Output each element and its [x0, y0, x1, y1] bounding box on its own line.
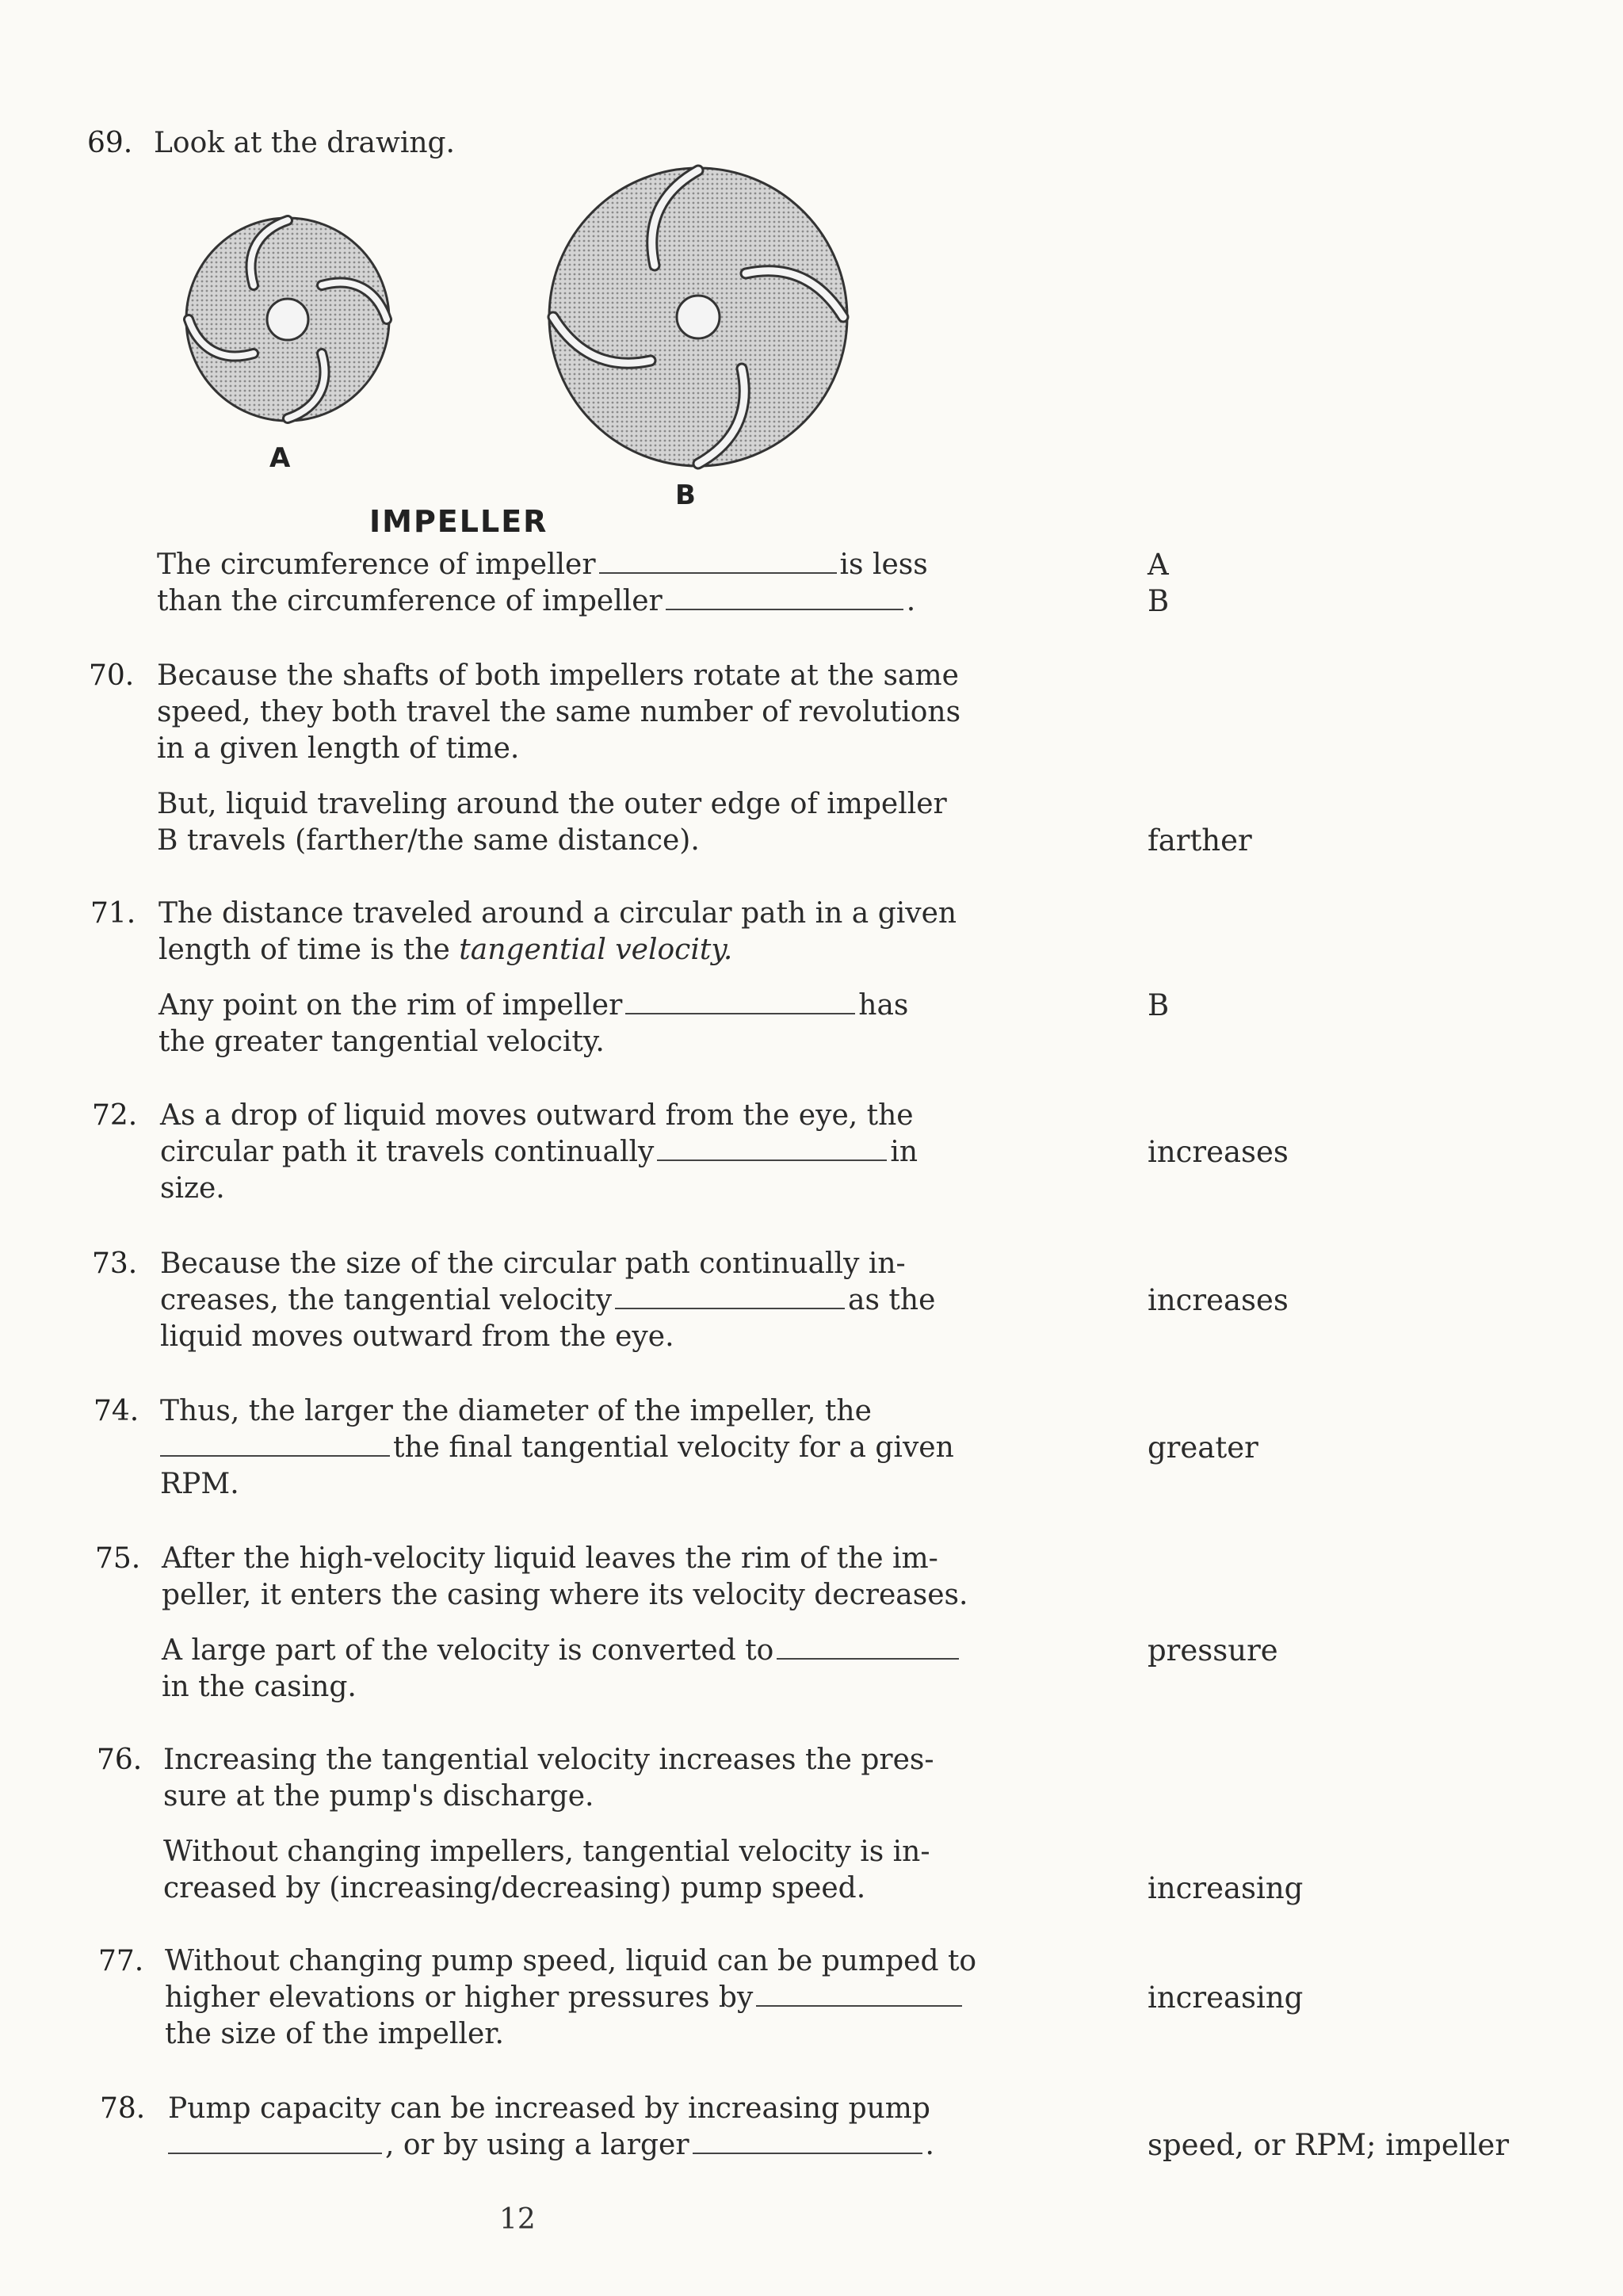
impeller-a-figure	[181, 212, 395, 426]
answer-blank[interactable]	[756, 1981, 962, 2007]
question-text: A large part of the velocity is converted to	[162, 1633, 962, 1669]
question-text: B travels (farther/the same distance).	[157, 824, 700, 857]
question-text: liquid moves outward from the eye.	[160, 1320, 674, 1353]
frame-number: 74.	[94, 1395, 139, 1427]
question-text: size.	[160, 1172, 225, 1205]
question-text: After the high-velocity liquid leaves the rim of the im-	[162, 1542, 938, 1575]
impeller-a-label: A	[269, 442, 291, 474]
question-text: Without changing pump speed, liquid can be pumped to	[165, 1945, 977, 1977]
answer-text: B	[1148, 988, 1170, 1022]
page-number: 12	[499, 2203, 536, 2236]
question-text: Pump capacity can be increased by increasing pump	[168, 2092, 930, 2125]
answer-blank[interactable]	[693, 2129, 922, 2154]
impeller-b-figure	[544, 162, 853, 472]
question-text: in the casing.	[162, 1671, 357, 1703]
answer-blank[interactable]	[777, 1634, 959, 1660]
frame-number: 77.	[98, 1945, 144, 1977]
answer-text: pressure	[1148, 1633, 1278, 1668]
question-text: peller, it enters the casing where its velocity decreases.	[162, 1579, 968, 1611]
question-text: Any point on the rim of impeller has	[158, 989, 909, 1022]
question-text: Increasing the tangential velocity increases the pres-	[163, 1744, 934, 1776]
answer-text: increases	[1148, 1135, 1289, 1169]
question-text: Because the size of the circular path continually in-	[160, 1247, 906, 1280]
frame-number: 73.	[92, 1247, 138, 1280]
answer-text: farther	[1148, 823, 1252, 858]
answer-blank[interactable]	[666, 585, 903, 610]
question-text: than the circumference of impeller .	[157, 585, 916, 617]
frame-number: 69.	[87, 127, 133, 159]
question-text: speed, they both travel the same number of revolutions	[157, 696, 961, 728]
question-text: the greater tangential velocity.	[158, 1026, 605, 1058]
question-text: Without changing impellers, tangential velocity is in-	[163, 1836, 930, 1868]
answer-blank[interactable]	[160, 1431, 390, 1457]
question-text: As a drop of liquid moves outward from the eye, the	[160, 1099, 914, 1132]
question-text: Look at the drawing.	[154, 127, 456, 159]
answer-text: speed, or RPM; impeller	[1148, 2128, 1510, 2162]
question-text: creased by (increasing/decreasing) pump speed.	[163, 1872, 866, 1904]
question-text: , or by using a larger .	[168, 2127, 934, 2164]
answer-blank[interactable]	[168, 2129, 382, 2154]
answer-text: greater	[1148, 1431, 1258, 1465]
figure-caption: IMPELLER	[369, 504, 548, 539]
question-text: RPM.	[160, 1468, 239, 1500]
question-text: The circumference of impeller is less	[157, 548, 928, 581]
question-text: sure at the pump's discharge.	[163, 1780, 594, 1813]
frame-number: 72.	[92, 1099, 138, 1132]
question-text: higher elevations or higher pressures by	[165, 1980, 965, 2016]
answer-text: B	[1148, 584, 1170, 618]
answer-blank[interactable]	[599, 548, 837, 574]
question-text: the size of the impeller.	[165, 2018, 504, 2050]
question-text: length of time is the tangential velocity.	[158, 934, 733, 966]
answer-blank[interactable]	[625, 989, 855, 1014]
question-text: Thus, the larger the diameter of the impeller, the	[160, 1395, 872, 1427]
frame-number: 71.	[90, 897, 136, 930]
answer-text: increasing	[1148, 1981, 1304, 2015]
frame-number: 78.	[100, 2092, 146, 2125]
question-text: the final tangential velocity for a given	[160, 1430, 954, 1466]
impeller-b-label: B	[675, 479, 696, 511]
question-text: creases, the tangential velocity as the	[160, 1284, 936, 1316]
answer-text: increases	[1148, 1283, 1289, 1317]
answer-text: A	[1148, 548, 1169, 582]
frame-number: 70.	[89, 659, 135, 692]
frame-number: 76.	[97, 1744, 143, 1776]
frame-number: 75.	[95, 1542, 141, 1575]
answer-text: increasing	[1148, 1871, 1304, 1905]
question-text: circular path it travels continually in	[160, 1136, 918, 1168]
answer-blank[interactable]	[615, 1284, 845, 1309]
question-text: The distance traveled around a circular path in a given	[158, 897, 957, 930]
question-text: in a given length of time.	[157, 732, 520, 765]
question-text: Because the shafts of both impellers rotate at the same	[157, 659, 959, 692]
question-text: But, liquid traveling around the outer edge of impeller	[157, 788, 947, 820]
answer-blank[interactable]	[657, 1136, 887, 1161]
